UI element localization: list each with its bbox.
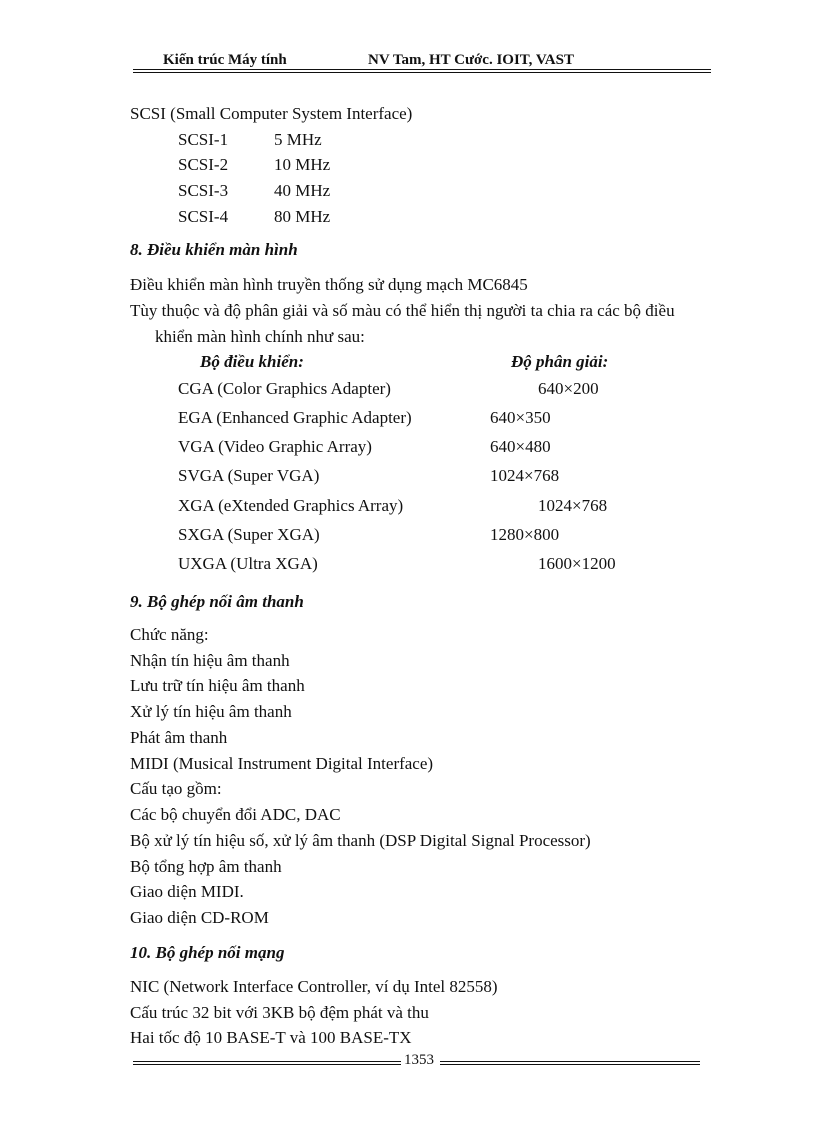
footer-rule-left — [133, 1061, 401, 1065]
section-heading: 9. Bộ ghép nối âm thanh — [130, 592, 304, 611]
scsi-name: SCSI-1 — [178, 130, 229, 149]
controller-name: VGA (Video Graphic Array) — [178, 437, 372, 456]
column-header-controller: Bộ điều khiển: — [200, 352, 304, 371]
list-line: NIC (Network Interface Controller, ví dụ Intel 82558) — [130, 977, 498, 996]
scsi-speed: 40 MHz — [274, 181, 331, 200]
scsi-name: SCSI-4 — [178, 207, 229, 226]
controller-name: SVGA (Super VGA) — [178, 466, 320, 485]
list-line: Giao diện MIDI. — [130, 882, 244, 901]
controller-resolution: 640×200 — [538, 379, 599, 398]
controller-name: XGA (eXtended Graphics Array) — [178, 496, 404, 515]
page-number: 1353 — [404, 1052, 434, 1068]
scsi-name: SCSI-2 — [178, 155, 229, 174]
header-authors: NV Tam, HT Cước. IOIT, VAST — [368, 52, 574, 68]
controller-resolution: 640×480 — [490, 437, 551, 456]
scsi-name: SCSI-3 — [178, 181, 229, 200]
controller-name: EGA (Enhanced Graphic Adapter) — [178, 408, 412, 427]
list-line: MIDI (Musical Instrument Digital Interface) — [130, 754, 434, 773]
controller-resolution: 1024×768 — [490, 466, 560, 485]
list-line: Xử lý tín hiệu âm thanh — [130, 702, 292, 721]
list-line: Hai tốc độ 10 BASE-T và 100 BASE-TX — [130, 1028, 412, 1047]
list-line: Giao diện CD-ROM — [130, 908, 269, 927]
controller-resolution: 1280×800 — [490, 525, 560, 544]
controller-name: CGA (Color Graphics Adapter) — [178, 379, 391, 398]
list-line: Phát âm thanh — [130, 728, 228, 747]
list-line: Cấu tạo gồm: — [130, 779, 222, 798]
column-header-resolution: Độ phân giải: — [511, 352, 609, 371]
scsi-speed: 80 MHz — [274, 207, 331, 226]
list-line: Cấu trúc 32 bit với 3KB bộ đệm phát và thu — [130, 1003, 429, 1022]
list-line: Lưu trữ tín hiệu âm thanh — [130, 676, 305, 695]
list-line: Bộ tổng hợp âm thanh — [130, 857, 282, 876]
header-rule — [133, 69, 711, 73]
controller-resolution: 1600×1200 — [538, 554, 616, 573]
scsi-speed: 5 MHz — [274, 130, 322, 149]
scsi-title: SCSI (Small Computer System Interface) — [130, 104, 413, 123]
scsi-speed: 10 MHz — [274, 155, 331, 174]
section-heading: 10. Bộ ghép nối mạng — [130, 943, 285, 962]
paragraph: khiển màn hình chính như sau: — [155, 327, 365, 346]
controller-resolution: 1024×768 — [538, 496, 608, 515]
list-line: Bộ xử lý tín hiệu số, xử lý âm thanh (DSP Digital Signal Processor) — [130, 831, 591, 850]
controller-name: UXGA (Ultra XGA) — [178, 554, 318, 573]
paragraph: Điều khiển màn hình truyền thống sử dụng mạch MC6845 — [130, 275, 528, 294]
paragraph: Tùy thuộc và độ phân giải và số màu có thể hiển thị người ta chia ra các bộ điều — [130, 301, 675, 320]
list-line: Chức năng: — [130, 625, 209, 644]
list-line: Nhận tín hiệu âm thanh — [130, 651, 290, 670]
section-heading: 8. Điều khiển màn hình — [130, 240, 298, 259]
list-line: Các bộ chuyển đổi ADC, DAC — [130, 805, 341, 824]
controller-resolution: 640×350 — [490, 408, 551, 427]
footer-rule-right — [440, 1061, 700, 1065]
controller-name: SXGA (Super XGA) — [178, 525, 320, 544]
header-title: Kiến trúc Máy tính — [163, 52, 287, 68]
